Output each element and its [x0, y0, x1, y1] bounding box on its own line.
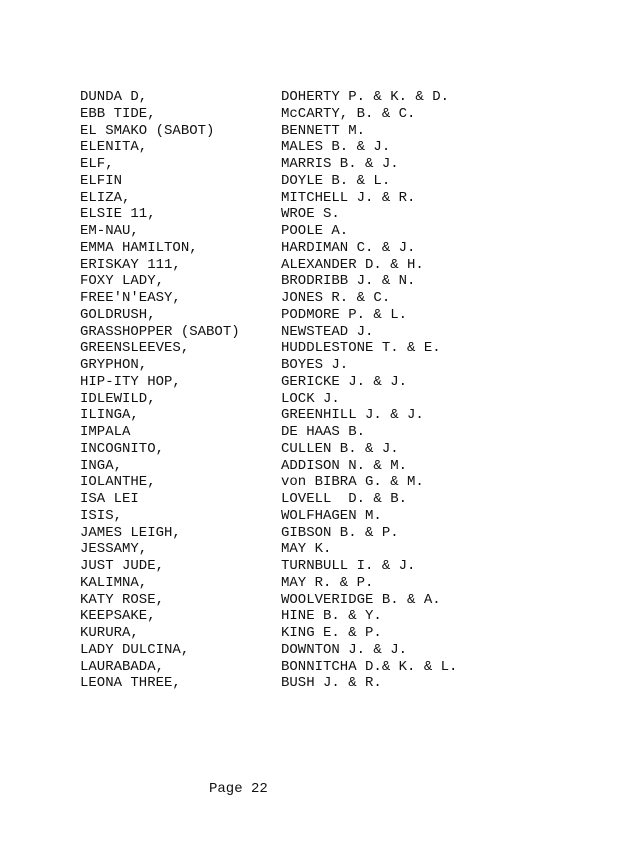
owner-name: MAY R. & P.	[281, 574, 374, 591]
owner-name: WOOLVERIDGE B. & A.	[281, 591, 441, 608]
boat-name: GRASSHOPPER (SABOT)	[80, 323, 240, 340]
boat-name: EM-NAU,	[80, 223, 139, 239]
owner-name: CULLEN B. & J.	[281, 440, 399, 457]
page-number: Page 22	[209, 781, 268, 797]
owner-name: KING E. & P.	[281, 625, 382, 641]
owner-name: MITCHELL J. & R.	[281, 189, 416, 206]
owner-name: BOYES J.	[281, 357, 349, 373]
owner-name: WROE S.	[281, 206, 340, 223]
boat-name: LADY DULCINA,	[80, 641, 190, 658]
list-item	[80, 525, 600, 542]
owner-name: DOYLE B. & L.	[281, 172, 391, 189]
owner-name: BENNETT M.	[281, 122, 366, 139]
list-item	[80, 240, 600, 257]
boat-name: KATY ROSE,	[80, 591, 165, 608]
list-item	[80, 474, 600, 491]
list-item	[80, 340, 600, 357]
list-item	[80, 89, 600, 106]
boat-name: JAMES LEIGH,	[80, 524, 181, 541]
owner-name: TURNBULL I. & J.	[281, 558, 416, 574]
list-item	[80, 441, 600, 458]
list-item	[80, 659, 600, 676]
boat-name: KALIMNA,	[80, 574, 148, 591]
boat-name: JUST JUDE,	[80, 558, 165, 574]
owner-name: NEWSTEAD J.	[281, 323, 374, 340]
boat-name: INGA,	[80, 457, 123, 474]
list-item	[80, 608, 600, 625]
owner-name: DOHERTY P. & K. & D.	[281, 89, 450, 105]
boat-owner-list	[80, 89, 600, 692]
owner-name: GREENHILL J. & J.	[281, 407, 424, 424]
boat-name: ISIS,	[80, 507, 123, 524]
owner-name: von BIBRA G. & M.	[281, 474, 424, 491]
list-item	[80, 374, 600, 391]
owner-name: POOLE A.	[281, 223, 349, 239]
list-item	[80, 458, 600, 475]
boat-name: ELIZA,	[80, 189, 131, 206]
owner-name: JONES R. & C.	[281, 290, 391, 306]
list-item	[80, 391, 600, 408]
boat-name: KEEPSAKE,	[80, 608, 156, 625]
boat-name: IMPALA	[80, 424, 131, 440]
owner-name: WOLFHAGEN M.	[281, 507, 382, 524]
boat-name: LEONA THREE,	[80, 675, 181, 692]
list-item	[80, 123, 600, 140]
boat-name: ISA LEI	[80, 491, 139, 507]
owner-name: BRODRIBB J. & N.	[281, 273, 416, 290]
list-item	[80, 324, 600, 341]
list-item	[80, 592, 600, 609]
list-item	[80, 290, 600, 307]
boat-name: EMMA HAMILTON,	[80, 239, 198, 256]
list-item	[80, 273, 600, 290]
owner-name: LOVELL D. & B.	[281, 491, 408, 507]
owner-name: DE HAAS B.	[281, 424, 366, 440]
boat-name: LAURABADA,	[80, 658, 165, 675]
list-item	[80, 675, 600, 692]
list-item	[80, 206, 600, 223]
boat-name: FREE'N'EASY,	[80, 290, 181, 306]
boat-name: ILINGA,	[80, 407, 139, 424]
owner-name: HARDIMAN C. & J.	[281, 239, 416, 256]
owner-name: DOWNTON J. & J.	[281, 641, 408, 658]
list-item	[80, 190, 600, 207]
list-item	[80, 558, 600, 575]
boat-name: KURURA,	[80, 625, 139, 641]
boat-name: IDLEWILD,	[80, 390, 156, 407]
boat-name: INCOGNITO,	[80, 440, 165, 457]
list-item	[80, 491, 600, 508]
boat-name: GRYPHON,	[80, 357, 148, 373]
owner-name: HINE B. & Y.	[281, 608, 382, 625]
owner-name: ADDISON N. & M.	[281, 457, 408, 474]
owner-name: MARRIS B. & J.	[281, 156, 399, 172]
boat-name: ELSIE 11,	[80, 206, 156, 223]
owner-name: BONNITCHA D.& K. & L.	[281, 658, 458, 675]
boat-name: ELFIN	[80, 172, 123, 189]
owner-name: HUDDLESTONE T. & E.	[281, 340, 441, 357]
boat-name: JESSAMY,	[80, 541, 148, 558]
boat-name: EBB TIDE,	[80, 105, 156, 122]
boat-name: ERISKAY 111,	[80, 256, 181, 273]
list-item	[80, 156, 600, 173]
owner-name: MAY K.	[281, 541, 332, 558]
list-item	[80, 223, 600, 240]
owner-name: GIBSON B. & P.	[281, 524, 399, 541]
list-item	[80, 541, 600, 558]
boat-name: ELENITA,	[80, 139, 148, 156]
list-item	[80, 407, 600, 424]
owner-name: LOCK J.	[281, 390, 340, 407]
list-item	[80, 257, 600, 274]
boat-name: DUNDA D,	[80, 89, 148, 105]
boat-name: FOXY LADY,	[80, 273, 165, 290]
owner-name: GERICKE J. & J.	[281, 373, 408, 390]
boat-name: GREENSLEEVES,	[80, 340, 190, 357]
owner-name: BUSH J. & R.	[281, 675, 382, 692]
owner-name: MALES B. & J.	[281, 139, 391, 156]
list-item	[80, 625, 600, 642]
list-item	[80, 106, 600, 123]
boat-name: EL SMAKO (SABOT)	[80, 122, 215, 139]
boat-name: ELF,	[80, 156, 114, 172]
list-item	[80, 424, 600, 441]
list-item	[80, 173, 600, 190]
list-item	[80, 575, 600, 592]
boat-name: IOLANTHE,	[80, 474, 156, 491]
boat-name: HIP-ITY HOP,	[80, 373, 181, 390]
owner-name: ALEXANDER D. & H.	[281, 256, 424, 273]
list-item	[80, 508, 600, 525]
boat-name: GOLDRUSH,	[80, 306, 156, 323]
list-item	[80, 139, 600, 156]
owner-name: McCARTY, B. & C.	[281, 105, 416, 122]
owner-name: PODMORE P. & L.	[281, 306, 408, 323]
list-item	[80, 357, 600, 374]
list-item	[80, 642, 600, 659]
list-item	[80, 307, 600, 324]
